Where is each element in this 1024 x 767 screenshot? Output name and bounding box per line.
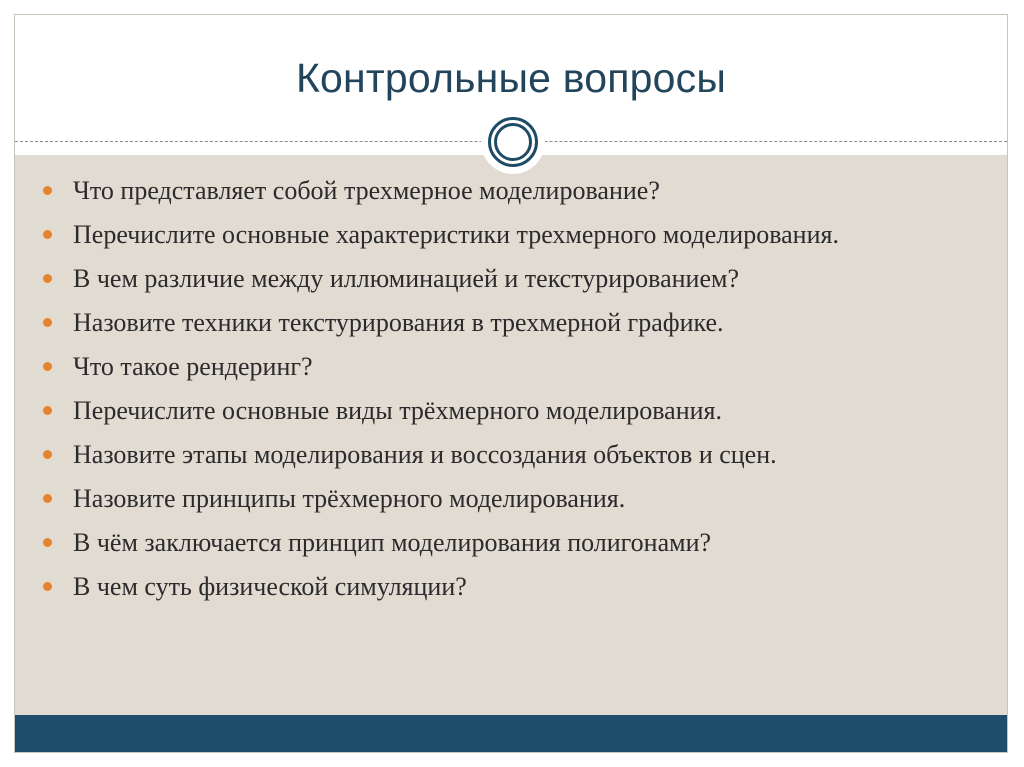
list-item (43, 527, 983, 558)
dot-bullet-icon (43, 538, 52, 547)
list-item (43, 571, 983, 602)
question-text: Назовите техники текстурирования в трехмерной графике. (73, 308, 724, 337)
dot-bullet-icon (43, 582, 52, 591)
question-text: Перечислите основные характеристики трехмерного моделирования. (73, 220, 839, 249)
footer-bar (15, 715, 1007, 753)
list-item (43, 351, 983, 382)
list-item (43, 483, 983, 514)
dot-bullet-icon (43, 230, 52, 239)
dot-bullet-icon (43, 274, 52, 283)
question-text: Назовите принципы трёхмерного моделирования. (73, 484, 626, 513)
question-text: В чем различие между иллюминацией и текстурированием? (73, 264, 739, 293)
dot-bullet-icon (43, 406, 52, 415)
dot-bullet-icon (43, 362, 52, 371)
list-item (43, 263, 983, 294)
question-text: В чем суть физической симуляции? (73, 572, 467, 601)
inner-ring-icon (494, 123, 532, 161)
questions-list-container (43, 175, 983, 615)
list-item (43, 219, 983, 250)
slide (14, 14, 1008, 753)
list-item (43, 307, 983, 338)
dot-bullet-icon (43, 318, 52, 327)
list-item (43, 175, 983, 206)
dot-bullet-icon (43, 186, 52, 195)
dot-bullet-icon (43, 450, 52, 459)
question-text: Назовите этапы моделирования и воссоздания объектов и сцен. (73, 440, 777, 469)
dot-bullet-icon (43, 494, 52, 503)
question-text: В чём заключается принцип моделирования полигонами? (73, 528, 712, 557)
list-item (43, 439, 983, 470)
slide-title: Контрольные вопросы (295, 55, 727, 101)
list-item (43, 395, 983, 426)
question-text: Что представляет собой трехмерное моделирование? (73, 176, 660, 205)
questions-list (43, 175, 983, 602)
question-text: Перечислите основные виды трёхмерного моделирования. (73, 396, 722, 425)
question-text: Что такое рендеринг? (73, 352, 313, 381)
